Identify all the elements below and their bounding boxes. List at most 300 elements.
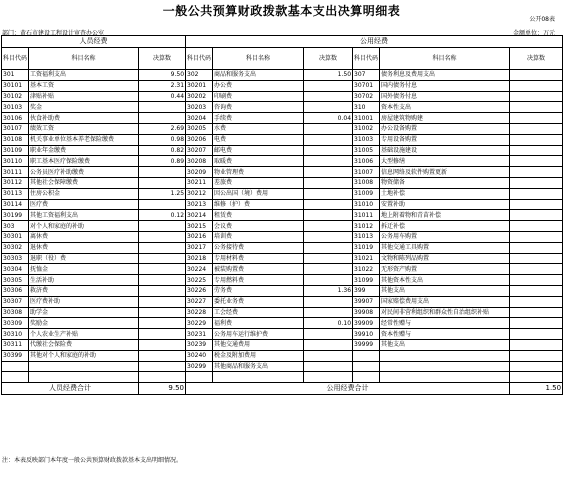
public-amount-cell <box>510 123 563 134</box>
public-code-cell: 39999 <box>353 339 380 350</box>
public-code-cell: 30205 <box>186 123 213 134</box>
personnel-name-cell: 机关事业单位基本养老保险缴费 <box>29 134 139 145</box>
table-row <box>2 242 563 253</box>
personnel-name-cell: 对个人和家庭的补助 <box>29 221 139 232</box>
public-amount-cell <box>304 296 353 307</box>
personnel-amount-cell <box>139 199 186 210</box>
report-title: 一般公共预算财政拨款基本支出决算明细表 <box>162 4 401 18</box>
table-row <box>2 275 563 286</box>
public-code-cell <box>353 350 380 361</box>
public-code-cell: 31007 <box>353 167 380 178</box>
personnel-code-cell: 30110 <box>2 156 29 167</box>
public-name-cell: 文物和陈列品购置 <box>380 253 510 264</box>
table-row <box>2 253 563 264</box>
personnel-amount-cell <box>139 253 186 264</box>
expenditure-table <box>1 35 563 395</box>
personnel-amount-cell <box>139 329 186 340</box>
personnel-code-cell: 30108 <box>2 134 29 145</box>
personnel-amount-cell <box>139 167 186 178</box>
table-row <box>2 80 563 91</box>
public-code-cell: 30212 <box>186 188 213 199</box>
public-amount-cell <box>304 372 353 383</box>
public-name-cell: 办公费 <box>213 80 304 91</box>
public-code-cell: 30240 <box>186 350 213 361</box>
personnel-name-cell: 离休费 <box>29 231 139 242</box>
public-name-cell: 邮电费 <box>213 145 304 156</box>
personnel-name-cell: 职业年金缴费 <box>29 145 139 156</box>
public-amount-cell <box>510 210 563 221</box>
table-row <box>2 102 563 113</box>
public-amount-cell <box>304 91 353 102</box>
public-amount-cell <box>510 242 563 253</box>
public-name-cell: 取暖费 <box>213 156 304 167</box>
public-amount-cell <box>510 113 563 124</box>
personnel-name-cell: 住房公积金 <box>29 188 139 199</box>
public-amount-cell <box>510 70 563 81</box>
public-amount-cell <box>510 329 563 340</box>
personnel-code-cell: 30399 <box>2 350 29 361</box>
personnel-code-cell: 30103 <box>2 102 29 113</box>
public-name-cell: 被装购置费 <box>213 264 304 275</box>
public-amount-cell <box>304 167 353 178</box>
public-amount-cell <box>510 307 563 318</box>
personnel-code-cell: 30101 <box>2 80 29 91</box>
public-amount-cell: 0.10 <box>304 318 353 329</box>
public-name-cell: 大型修缮 <box>380 156 510 167</box>
public-name-cell: 培训费 <box>213 231 304 242</box>
personnel-code-cell: 30106 <box>2 113 29 124</box>
table-row <box>2 123 563 134</box>
public-name-cell: 水费 <box>213 123 304 134</box>
column-header-code: 科目代码 <box>2 48 29 70</box>
public-code-cell: 30207 <box>186 145 213 156</box>
public-amount-cell <box>510 167 563 178</box>
public-name-cell: 工会经费 <box>213 307 304 318</box>
public-name-cell: 经常性赠与 <box>380 318 510 329</box>
public-name-cell: 税金及附加费用 <box>213 350 304 361</box>
public-amount-cell <box>510 264 563 275</box>
public-code-cell: 302 <box>186 70 213 81</box>
public-code-cell: 31099 <box>353 275 380 286</box>
public-name-cell: 专用燃料费 <box>213 275 304 286</box>
public-name-cell: 公务用车购置 <box>380 231 510 242</box>
personnel-name-cell: 医疗费补助 <box>29 296 139 307</box>
public-code-cell: 399 <box>353 285 380 296</box>
public-code-cell: 31005 <box>353 145 380 156</box>
personnel-total-label: 人员经费合计 <box>2 383 139 395</box>
public-code-cell: 30216 <box>186 231 213 242</box>
public-code-cell: 31021 <box>353 253 380 264</box>
public-amount-cell <box>304 329 353 340</box>
personnel-total-value: 9.50 <box>139 383 186 395</box>
personnel-name-cell: 其他工资福利支出 <box>29 210 139 221</box>
public-code-cell: 30239 <box>186 339 213 350</box>
public-code-cell: 39909 <box>353 318 380 329</box>
table-row <box>2 307 563 318</box>
public-code-cell: 31002 <box>353 123 380 134</box>
public-amount-cell <box>510 285 563 296</box>
table-row <box>2 188 563 199</box>
personnel-name-cell: 绩效工资 <box>29 123 139 134</box>
personnel-amount-cell <box>139 113 186 124</box>
public-name-cell: 债务利息及费用支出 <box>380 70 510 81</box>
public-code-cell: 30217 <box>186 242 213 253</box>
personnel-amount-cell <box>139 177 186 188</box>
public-name-cell: 其他资本性支出 <box>380 275 510 286</box>
public-name-cell: 国家赔偿费用支出 <box>380 296 510 307</box>
public-amount-cell <box>510 134 563 145</box>
personnel-name-cell: 退职（役）费 <box>29 253 139 264</box>
public-code-cell: 30229 <box>186 318 213 329</box>
table-row <box>2 156 563 167</box>
table-row <box>2 167 563 178</box>
public-amount-cell <box>304 264 353 275</box>
public-code-cell: 30204 <box>186 113 213 124</box>
column-header-amount: 决算数 <box>304 48 353 70</box>
public-code-cell: 39910 <box>353 329 380 340</box>
table-row <box>2 91 563 102</box>
personnel-amount-cell <box>139 296 186 307</box>
public-name-cell: 其他交通工具购置 <box>380 242 510 253</box>
public-amount-cell <box>304 339 353 350</box>
personnel-code-cell <box>2 361 29 372</box>
public-amount-cell <box>510 318 563 329</box>
public-code-cell: 30225 <box>186 275 213 286</box>
public-code-cell: 31010 <box>353 199 380 210</box>
personnel-amount-cell <box>139 318 186 329</box>
public-code-cell: 30203 <box>186 102 213 113</box>
column-header-name: 科目名称 <box>213 48 304 70</box>
personnel-amount-cell <box>139 285 186 296</box>
public-section-header: 公用经费 <box>186 36 563 48</box>
personnel-name-cell: 伙食补助费 <box>29 113 139 124</box>
personnel-code-cell: 30199 <box>2 210 29 221</box>
unit-label: 金额单位：万元 <box>512 30 555 37</box>
personnel-name-cell: 奖金 <box>29 102 139 113</box>
public-name-cell: 安置补助 <box>380 199 510 210</box>
table-row <box>2 372 563 383</box>
personnel-code-cell: 30310 <box>2 329 29 340</box>
table-row <box>2 210 563 221</box>
public-code-cell <box>353 361 380 372</box>
public-amount-cell <box>304 177 353 188</box>
personnel-name-cell: 医疗费 <box>29 199 139 210</box>
personnel-amount-cell <box>139 264 186 275</box>
personnel-name-cell: 公务员医疗补助缴费 <box>29 167 139 178</box>
public-code-cell: 39907 <box>353 296 380 307</box>
public-code-cell: 30218 <box>186 253 213 264</box>
public-code-cell: 39908 <box>353 307 380 318</box>
public-code-cell: 30227 <box>186 296 213 307</box>
public-code-cell: 30214 <box>186 210 213 221</box>
public-name-cell <box>380 372 510 383</box>
public-amount-cell <box>304 145 353 156</box>
personnel-amount-cell <box>139 275 186 286</box>
public-name-cell: 拆迁补偿 <box>380 221 510 232</box>
personnel-code-cell: 301 <box>2 70 29 81</box>
personnel-name-cell: 退休费 <box>29 242 139 253</box>
table-row <box>2 221 563 232</box>
public-code-cell: 30215 <box>186 221 213 232</box>
public-code-cell: 30209 <box>186 167 213 178</box>
public-name-cell: 公务接待费 <box>213 242 304 253</box>
public-name-cell: 无形资产购置 <box>380 264 510 275</box>
table-row <box>2 285 563 296</box>
column-header-amount: 决算数 <box>139 48 186 70</box>
personnel-code-cell <box>2 372 29 383</box>
public-name-cell: 国外债务付息 <box>380 91 510 102</box>
public-amount-cell <box>304 221 353 232</box>
personnel-amount-cell <box>139 242 186 253</box>
public-name-cell: 地上附着物和青苗补偿 <box>380 210 510 221</box>
personnel-code-cell: 30109 <box>2 145 29 156</box>
public-amount-cell <box>510 253 563 264</box>
personnel-amount-cell: 1.25 <box>139 188 186 199</box>
personnel-amount-cell <box>139 231 186 242</box>
public-name-cell: 土地补偿 <box>380 188 510 199</box>
public-code-cell: 30226 <box>186 285 213 296</box>
personnel-name-cell: 救济费 <box>29 285 139 296</box>
table-row <box>2 231 563 242</box>
public-total-value: 1.50 <box>510 383 563 395</box>
public-amount-cell <box>510 80 563 91</box>
department-label: 部门：黄石市建设工程设计审查办公室 <box>2 30 105 37</box>
personnel-code-cell: 30311 <box>2 339 29 350</box>
public-code-cell: 31008 <box>353 177 380 188</box>
public-name-cell: 印刷费 <box>213 91 304 102</box>
personnel-amount-cell: 0.82 <box>139 145 186 156</box>
public-amount-cell <box>304 134 353 145</box>
public-name-cell: 资本性赠与 <box>380 329 510 340</box>
public-code-cell: 30299 <box>186 361 213 372</box>
public-name-cell: 其他交通费用 <box>213 339 304 350</box>
public-amount-cell <box>510 221 563 232</box>
public-amount-cell <box>304 210 353 221</box>
personnel-name-cell: 其他对个人和家庭的补助 <box>29 350 139 361</box>
public-amount-cell <box>510 188 563 199</box>
personnel-name-cell: 抚恤金 <box>29 264 139 275</box>
public-code-cell: 30224 <box>186 264 213 275</box>
personnel-amount-cell <box>139 372 186 383</box>
public-name-cell: 国内债务付息 <box>380 80 510 91</box>
public-code-cell: 30206 <box>186 134 213 145</box>
personnel-name-cell: 个人农业生产补贴 <box>29 329 139 340</box>
personnel-amount-cell: 9.50 <box>139 70 186 81</box>
column-header-name: 科目名称 <box>380 48 510 70</box>
personnel-amount-cell: 0.98 <box>139 134 186 145</box>
personnel-amount-cell: 2.31 <box>139 80 186 91</box>
public-code-cell: 31001 <box>353 113 380 124</box>
public-amount-cell <box>304 275 353 286</box>
public-amount-cell <box>510 145 563 156</box>
public-amount-cell: 1.36 <box>304 285 353 296</box>
personnel-amount-cell: 2.69 <box>139 123 186 134</box>
public-name-cell: 专用材料费 <box>213 253 304 264</box>
public-name-cell: 其他商品和服务支出 <box>213 361 304 372</box>
public-amount-cell <box>304 307 353 318</box>
public-code-cell <box>186 372 213 383</box>
public-amount-cell <box>510 102 563 113</box>
form-code: 公开08表 <box>529 16 555 23</box>
public-amount-cell <box>304 253 353 264</box>
public-name-cell: 对民间非营利组织和群众性自治组织补贴 <box>380 307 510 318</box>
public-code-cell: 31009 <box>353 188 380 199</box>
personnel-name-cell: 奖励金 <box>29 318 139 329</box>
public-amount-cell <box>510 361 563 372</box>
table-row <box>2 70 563 81</box>
public-amount-cell <box>304 123 353 134</box>
public-amount-cell <box>304 361 353 372</box>
public-name-cell: 租赁费 <box>213 210 304 221</box>
personnel-amount-cell: 0.44 <box>139 91 186 102</box>
table-row <box>2 350 563 361</box>
column-header-amount: 决算数 <box>510 48 563 70</box>
personnel-code-cell: 30303 <box>2 253 29 264</box>
public-code-cell: 307 <box>353 70 380 81</box>
personnel-name-cell: 津贴补贴 <box>29 91 139 102</box>
public-name-cell: 手续费 <box>213 113 304 124</box>
personnel-name-cell: 生活补助 <box>29 275 139 286</box>
public-amount-cell <box>304 350 353 361</box>
column-header-code: 科目代码 <box>186 48 213 70</box>
totals-row <box>2 383 563 395</box>
public-name-cell: 劳务费 <box>213 285 304 296</box>
personnel-name-cell: 工资福利支出 <box>29 70 139 81</box>
personnel-amount-cell <box>139 102 186 113</box>
personnel-amount-cell: 0.12 <box>139 210 186 221</box>
public-code-cell: 30228 <box>186 307 213 318</box>
personnel-amount-cell <box>139 339 186 350</box>
public-amount-cell <box>304 242 353 253</box>
public-name-cell: 基础设施建设 <box>380 145 510 156</box>
public-code-cell: 30701 <box>353 80 380 91</box>
footnote: 注：本表反映部门本年度一般公共预算财政拨款基本支出明细情况。 <box>2 457 183 464</box>
personnel-amount-cell <box>139 307 186 318</box>
public-amount-cell <box>510 91 563 102</box>
public-name-cell: 房屋建筑物购建 <box>380 113 510 124</box>
public-code-cell: 30202 <box>186 91 213 102</box>
public-amount-cell <box>510 296 563 307</box>
public-code-cell: 310 <box>353 102 380 113</box>
public-name-cell: 福利费 <box>213 318 304 329</box>
public-code-cell: 31006 <box>353 156 380 167</box>
personnel-name-cell <box>29 361 139 372</box>
public-name-cell: 信息网络及软件购置更新 <box>380 167 510 178</box>
public-amount-cell <box>304 80 353 91</box>
column-header-name: 科目名称 <box>29 48 139 70</box>
table-row <box>2 339 563 350</box>
table-row <box>2 145 563 156</box>
personnel-name-cell: 代缴社会保险费 <box>29 339 139 350</box>
table-row <box>2 134 563 145</box>
personnel-code-cell: 30111 <box>2 167 29 178</box>
public-amount-cell: 0.04 <box>304 113 353 124</box>
public-code-cell: 30231 <box>186 329 213 340</box>
personnel-name-cell: 助学金 <box>29 307 139 318</box>
public-code-cell: 30208 <box>186 156 213 167</box>
public-amount-cell <box>510 350 563 361</box>
public-amount-cell <box>304 231 353 242</box>
personnel-code-cell: 303 <box>2 221 29 232</box>
public-name-cell: 办公设备购置 <box>380 123 510 134</box>
public-name-cell: 其他支出 <box>380 285 510 296</box>
public-code-cell: 31019 <box>353 242 380 253</box>
table-row <box>2 177 563 188</box>
personnel-code-cell: 30113 <box>2 188 29 199</box>
public-total-label: 公用经费合计 <box>186 383 510 395</box>
personnel-amount-cell: 0.89 <box>139 156 186 167</box>
public-name-cell: 电费 <box>213 134 304 145</box>
personnel-section-header: 人员经费 <box>2 36 186 48</box>
public-name-cell <box>213 372 304 383</box>
public-code-cell: 31011 <box>353 210 380 221</box>
personnel-code-cell: 30305 <box>2 275 29 286</box>
personnel-code-cell: 30302 <box>2 242 29 253</box>
personnel-code-cell: 30102 <box>2 91 29 102</box>
table-row <box>2 318 563 329</box>
public-code-cell: 31013 <box>353 231 380 242</box>
personnel-amount-cell <box>139 350 186 361</box>
public-amount-cell <box>510 339 563 350</box>
public-name-cell: 物资储备 <box>380 177 510 188</box>
public-amount-cell <box>304 156 353 167</box>
personnel-code-cell: 30304 <box>2 264 29 275</box>
public-name-cell: 维修（护）费 <box>213 199 304 210</box>
public-code-cell: 31003 <box>353 134 380 145</box>
public-name-cell: 专用设备购置 <box>380 134 510 145</box>
section-header-row <box>2 36 563 48</box>
personnel-code-cell: 30301 <box>2 231 29 242</box>
public-amount-cell <box>304 199 353 210</box>
personnel-code-cell: 30112 <box>2 177 29 188</box>
public-name-cell: 因公出国（境）费用 <box>213 188 304 199</box>
public-name-cell <box>380 361 510 372</box>
public-code-cell: 31022 <box>353 264 380 275</box>
public-name-cell: 委托业务费 <box>213 296 304 307</box>
personnel-name-cell <box>29 372 139 383</box>
public-amount-cell <box>510 372 563 383</box>
public-code-cell: 30201 <box>186 80 213 91</box>
table-row <box>2 113 563 124</box>
public-amount-cell <box>510 199 563 210</box>
public-name-cell <box>380 350 510 361</box>
public-name-cell: 物业管理费 <box>213 167 304 178</box>
public-name-cell: 商品和服务支出 <box>213 70 304 81</box>
public-amount-cell: 1.50 <box>304 70 353 81</box>
personnel-code-cell: 30307 <box>2 296 29 307</box>
column-header-code: 科目代码 <box>353 48 380 70</box>
public-amount-cell <box>510 231 563 242</box>
table-row <box>2 361 563 372</box>
table-row <box>2 329 563 340</box>
column-header-row <box>2 48 563 70</box>
personnel-code-cell: 30114 <box>2 199 29 210</box>
personnel-name-cell: 其他社会保障缴费 <box>29 177 139 188</box>
public-amount-cell <box>510 156 563 167</box>
public-name-cell: 其他支出 <box>380 339 510 350</box>
personnel-code-cell: 30107 <box>2 123 29 134</box>
public-name-cell: 差旅费 <box>213 177 304 188</box>
public-code-cell: 30213 <box>186 199 213 210</box>
public-code-cell: 30211 <box>186 177 213 188</box>
public-code-cell <box>353 372 380 383</box>
personnel-amount-cell <box>139 221 186 232</box>
personnel-name-cell: 职工基本医疗保险缴费 <box>29 156 139 167</box>
table-row <box>2 264 563 275</box>
public-amount-cell <box>510 275 563 286</box>
public-name-cell: 资本性支出 <box>380 102 510 113</box>
personnel-code-cell: 30308 <box>2 307 29 318</box>
